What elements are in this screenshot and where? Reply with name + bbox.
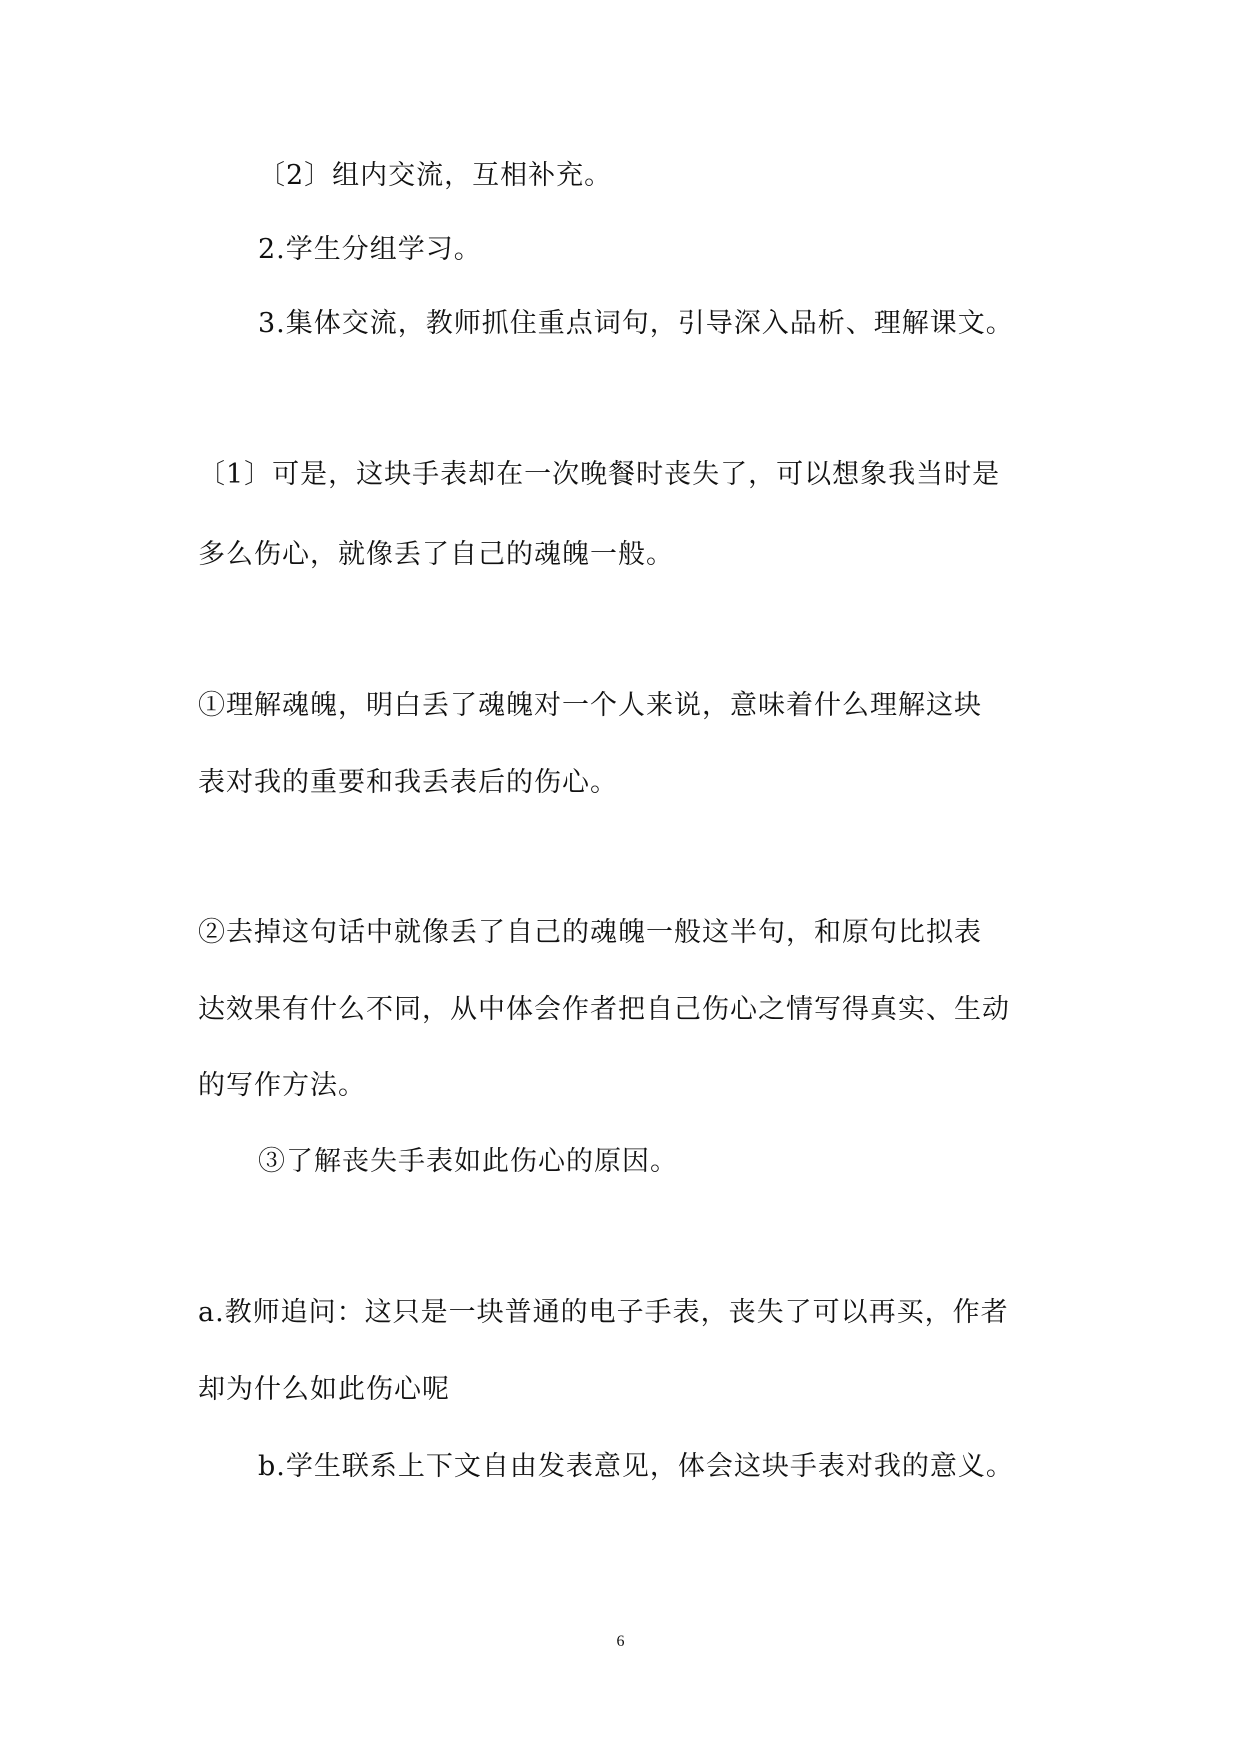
text-line: 却为什么如此伤心呢: [198, 1374, 450, 1405]
text-line: 〔1〕可是，这块手表却在一次晚餐时丧失了，可以想象我当时是: [198, 459, 1001, 490]
text-line: 〔2〕组内交流，互相补充。: [258, 160, 613, 191]
text-line: 2.学生分组学习。: [258, 234, 482, 265]
text-line: 表对我的重要和我丢表后的伤心。: [198, 767, 618, 798]
text-line: ①理解魂魄，明白丢了魂魄对一个人来说，意味着什么理解这块: [198, 690, 982, 721]
text-line: b.学生联系上下文自由发表意见，体会这块手表对我的意义。: [258, 1451, 1014, 1482]
page-number: 6: [616, 1633, 625, 1650]
text-line: 的写作方法。: [198, 1070, 366, 1101]
text-line: ②去掉这句话中就像丢了自己的魂魄一般这半句，和原句比拟表: [198, 917, 982, 948]
text-line: 3.集体交流，教师抓住重点词句，引导深入品析、理解课文。: [258, 308, 1014, 339]
text-line: a.教师追问：这只是一块普通的电子手表，丧失了可以再买，作者: [198, 1297, 1009, 1328]
text-line: 多么伤心，就像丢了自己的魂魄一般。: [198, 539, 674, 570]
text-line: 达效果有什么不同，从中体会作者把自己伤心之情写得真实、生动: [198, 994, 1010, 1025]
text-line: ③了解丧失手表如此伤心的原因。: [258, 1146, 678, 1177]
